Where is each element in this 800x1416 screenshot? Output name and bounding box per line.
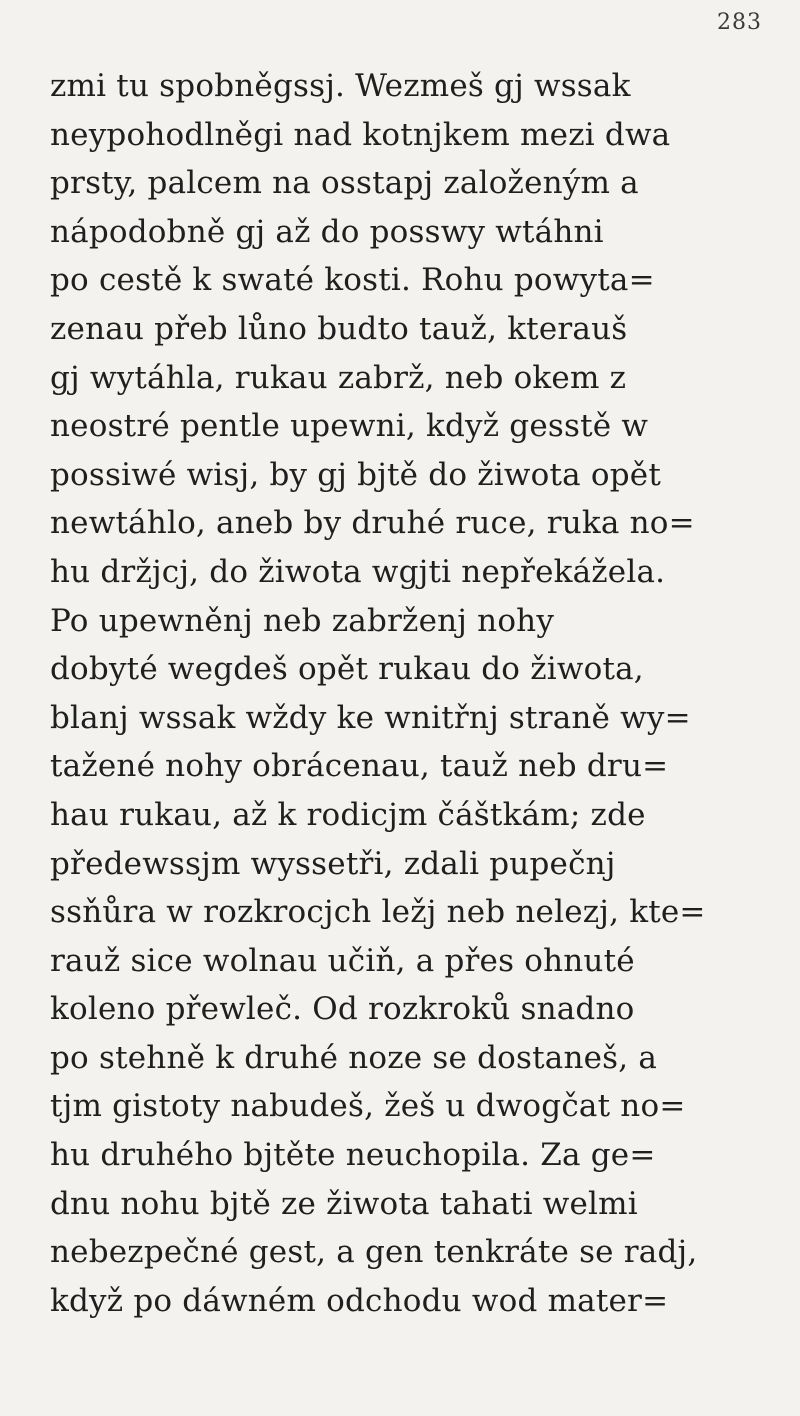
text-line: tažené nohy obrácenau, tauž neb dru= <box>50 748 669 785</box>
text-line: neypohodlněgi nad kotnjkem mezi dwa <box>50 116 671 153</box>
text-line: předewssjm wyssetři, zdali pupečnj <box>50 845 616 882</box>
text-line: Po upewněnj neb zabrženj nohy <box>50 602 555 639</box>
text-line: když po dáwném odchodu wod mater= <box>50 1282 669 1319</box>
text-line: newtáhlo, aneb by druhé ruce, ruka no= <box>50 505 695 542</box>
text-line: nápodobně gj až do posswy wtáhni <box>50 213 604 250</box>
body-text <box>50 62 780 1325</box>
text-line: po stehně k druhé noze se dostaneš, a <box>50 1039 658 1076</box>
text-line: ssňůra w rozkrocjch ležj neb nelezj, kte= <box>50 894 706 931</box>
page-number: 283 <box>717 10 762 35</box>
text-line: blanj wssak wždy ke wnitřnj straně wy= <box>50 699 691 736</box>
text-line: po cestě k swaté kosti. Rohu powyta= <box>50 262 655 299</box>
text-line: koleno přewleč. Od rozkroků snadno <box>50 991 635 1028</box>
text-line: nebezpečné gest, a gen tenkráte se radj, <box>50 1234 698 1271</box>
text-line: gj wytáhla, rukau zabrž, neb okem z <box>50 359 627 396</box>
text-line: hau rukau, až k rodicjm čáštkám; zde <box>50 796 646 833</box>
text-line: dnu nohu bjtě ze žiwota tahati welmi <box>50 1185 638 1222</box>
text-line: zmi tu spobněgssj. Wezmeš gj wssak <box>50 68 631 104</box>
text-line: rauž sice wolnau učiň, a přes ohnuté <box>50 942 635 979</box>
text-line: tjm gistoty nabudeš, žeš u dwogčat no= <box>50 1088 686 1125</box>
text-line: possiwé wisj, by gj bjtě do žiwota opět <box>50 456 661 493</box>
text-line: hu druhého bjtěte neuchopila. Za ge= <box>50 1137 656 1174</box>
text-line: prsty, palcem na osstapj založeným a <box>50 165 639 202</box>
text-line: dobyté wegdeš opět rukau do žiwota, <box>50 651 644 688</box>
text-line: hu držjcj, do žiwota wgjti nepřekážela. <box>50 553 666 590</box>
text-line: neostré pentle upewni, když gesstě w <box>50 408 649 445</box>
text-line: zenau přeb lůno budto tauž, kterauš <box>50 310 628 347</box>
